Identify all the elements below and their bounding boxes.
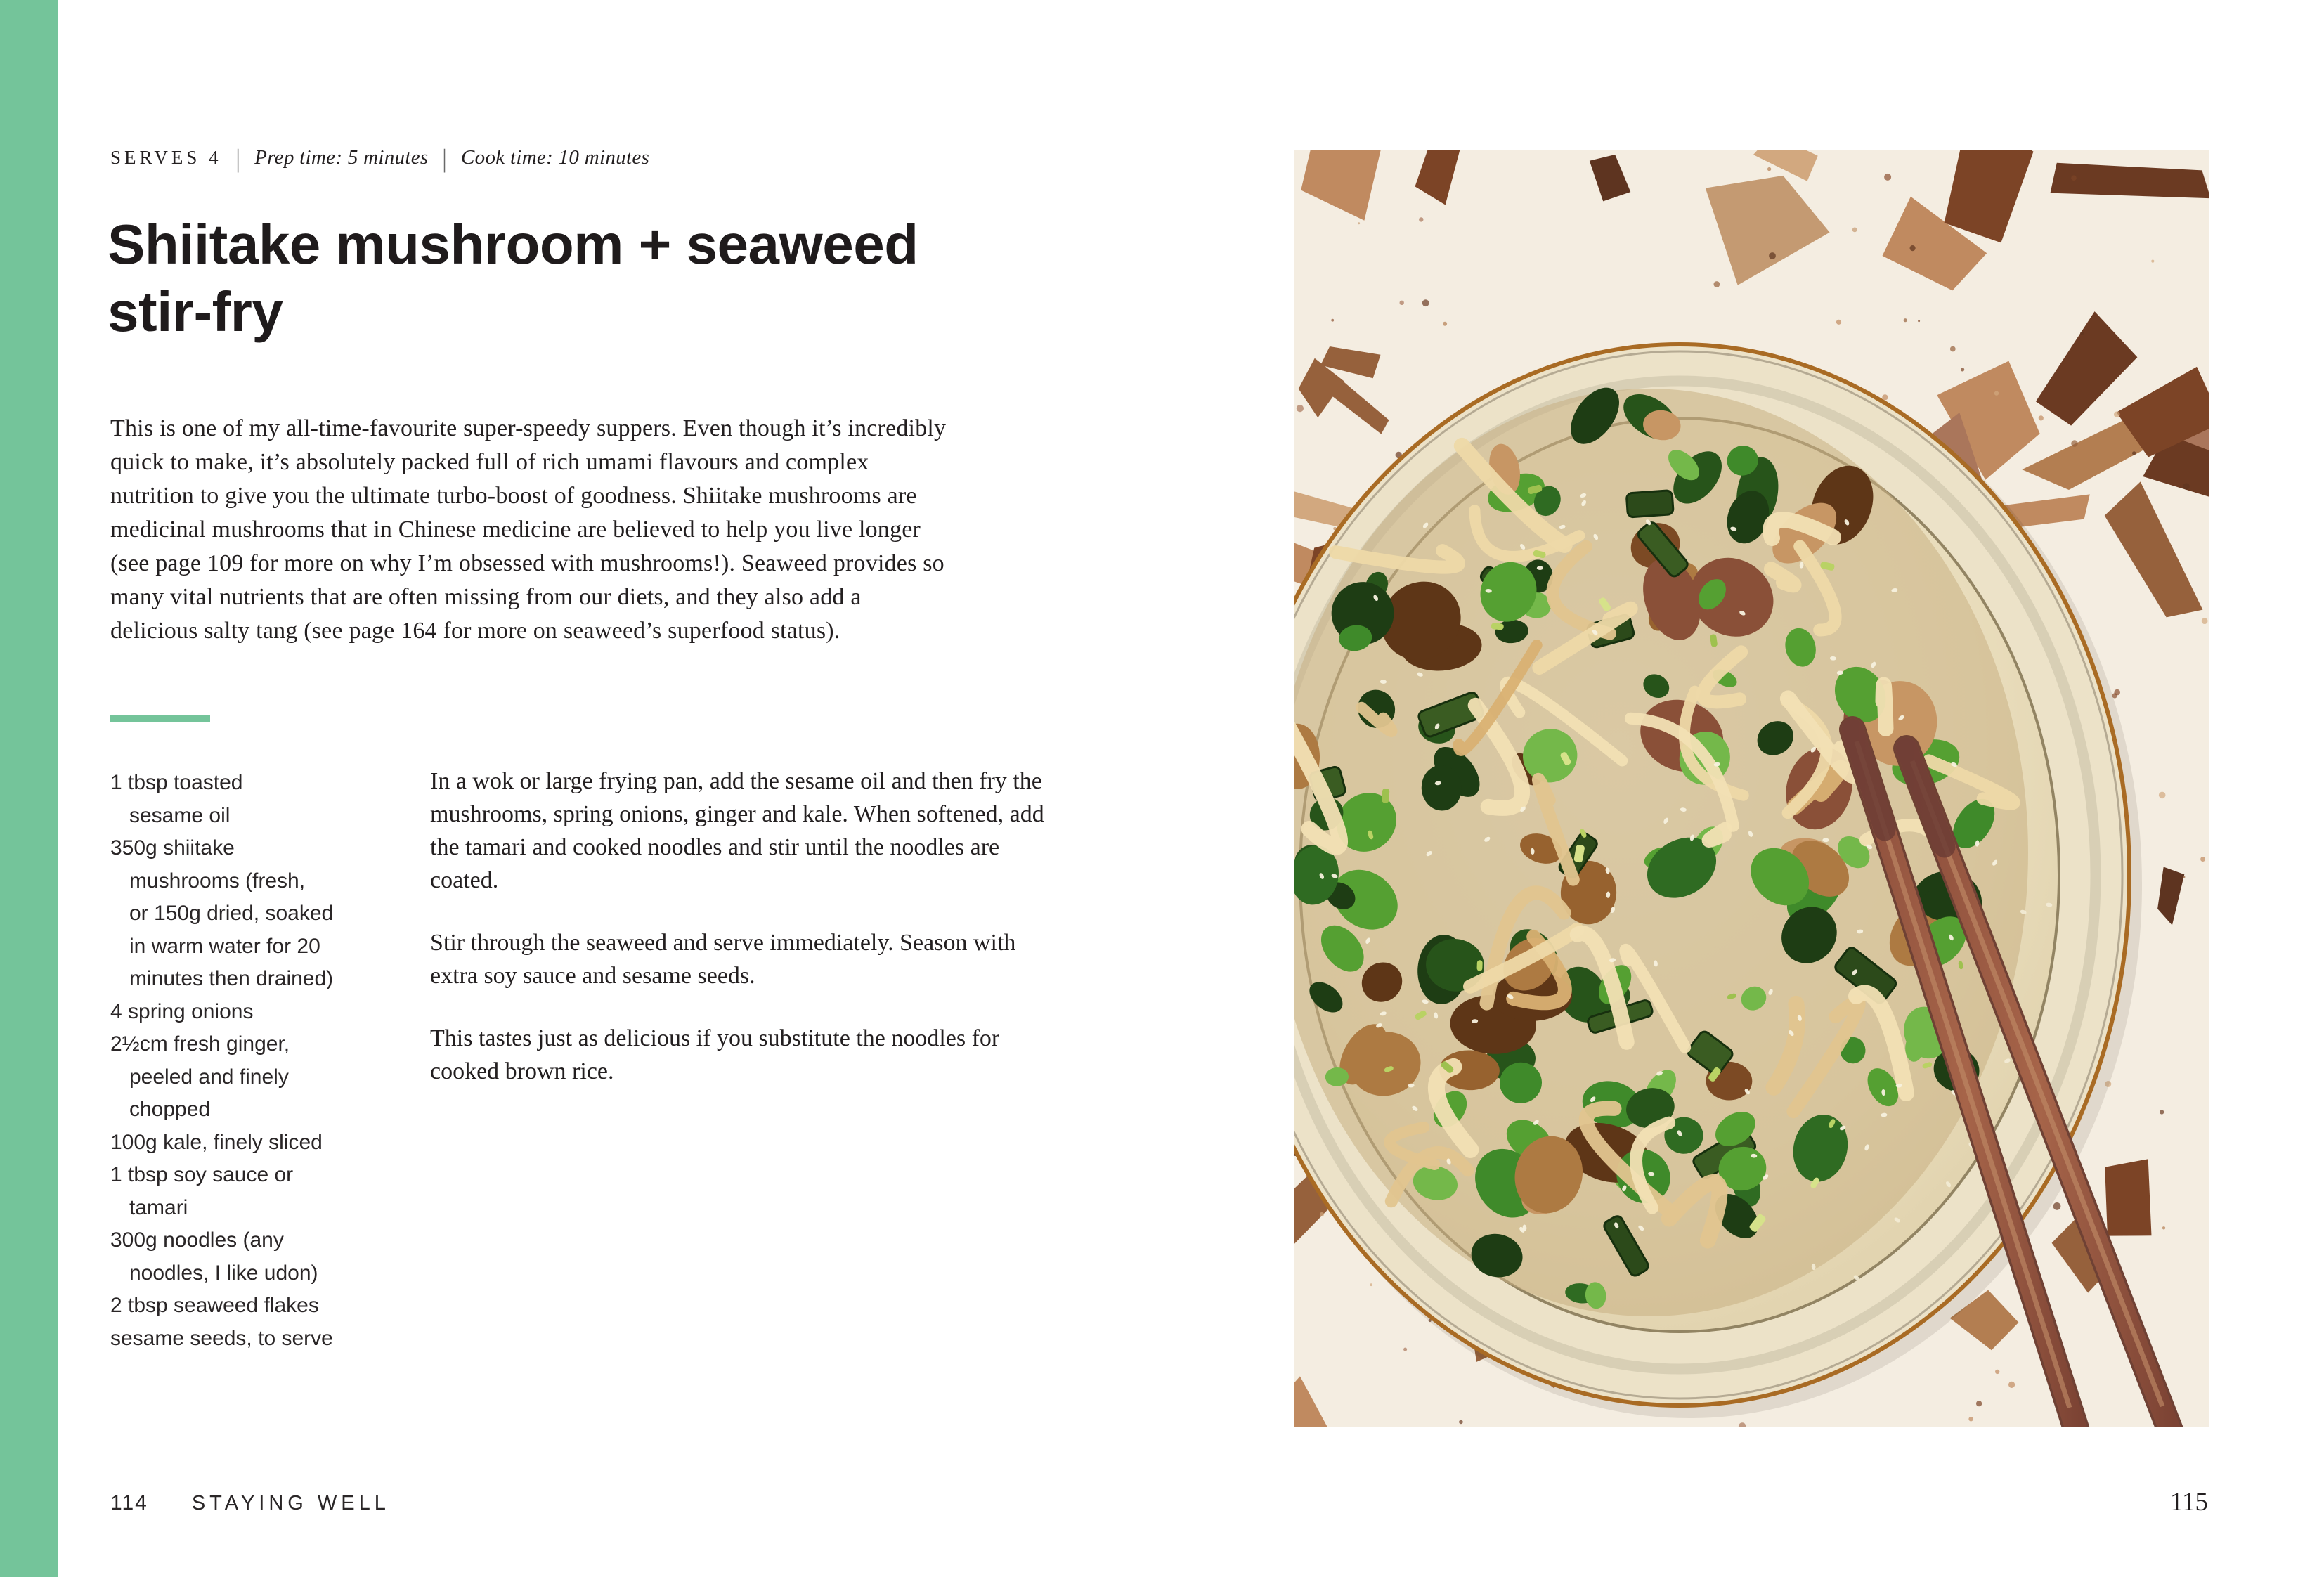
footer-page-number-left: 114 (110, 1491, 148, 1514)
ingredient-line: tamari (129, 1195, 188, 1219)
recipe-title-line-1: Shiitake mushroom + seaweed (108, 213, 918, 275)
footer-section-label: STAYING WELL (191, 1492, 390, 1514)
section-divider (110, 715, 210, 722)
method-paragraph: This tastes just as delicious if you substitute the noodles for cooked brown rice. (430, 1025, 1000, 1084)
recipe-title (108, 211, 918, 346)
ingredient-line: 350g shiitake (110, 836, 235, 859)
ingredient-line: 1 tbsp soy sauce or (110, 1163, 294, 1186)
serves-label: SERVES 4 (110, 147, 222, 168)
ingredient-line: 2½cm fresh ginger, (110, 1032, 290, 1056)
ingredient-line: 100g kale, finely sliced (110, 1130, 323, 1154)
cook-time-label: Cook time: 10 minutes (461, 146, 650, 169)
ingredient-line: or 150g dried, soaked (129, 902, 334, 925)
ingredient-line: in warm water for 20 (129, 934, 320, 958)
ingredient-line: peeled and finely (129, 1065, 289, 1089)
prep-time-label: Prep time: 5 minutes (254, 146, 429, 169)
ingredient-line: chopped (129, 1098, 211, 1121)
meta-separator: | (442, 143, 448, 173)
ingredient-line: mushrooms (fresh, (129, 869, 306, 893)
recipe-meta (110, 143, 650, 173)
ingredient-line: sesame oil (129, 803, 231, 827)
recipe-intro: This is one of my all-time-favourite super-speedy suppers. Even though it’s incredibly quick to make, it’s absolutely packed full of rich umami flavours and complex nutrition to give you the ultimate turbo-boost of goodness. Shiitake mushrooms are medicinal mushrooms that in Chinese medicine are believed to help you live longer (see page 109 for more on why I’m obsessed with mushrooms!). Seaweed provides so many vital nutrients that are often missing from our diets, and they also add a delicious salty tang (see page 164 for more on seaweed’s superfood status). (110, 415, 947, 644)
ingredient-line: 300g noodles (any (110, 1228, 284, 1252)
method-paragraph: Stir through the seaweed and serve immediately. Season with extra soy sauce and sesame seeds. (430, 930, 1016, 989)
ingredient-line: sesame seeds, to serve (110, 1326, 333, 1350)
ingredient-line: 1 tbsp toasted (110, 771, 243, 794)
footer-left (110, 1491, 390, 1515)
footer-page-number-right: 115 (2169, 1488, 2208, 1517)
method-steps (430, 765, 1066, 1117)
ingredient-line: 4 spring onions (110, 999, 254, 1023)
spine-accent-bar (0, 0, 58, 1577)
ingredient-line: noodles, I like udon) (129, 1261, 318, 1285)
ingredient-line: 2 tbsp seaweed flakes (110, 1294, 319, 1317)
ingredient-line: minutes then drained) (129, 967, 334, 990)
recipe-title-line-2: stir-fry (108, 280, 283, 343)
ingredients-list (110, 767, 405, 1355)
recipe-photo (1294, 150, 2209, 1427)
method-paragraph: In a wok or large frying pan, add the sesame oil and then fry the mushrooms, spring onions, ginger and kale. When softened, add the tamari and cooked noodles and stir until the noodles are coated. (430, 768, 1044, 893)
meta-separator: | (235, 143, 241, 173)
